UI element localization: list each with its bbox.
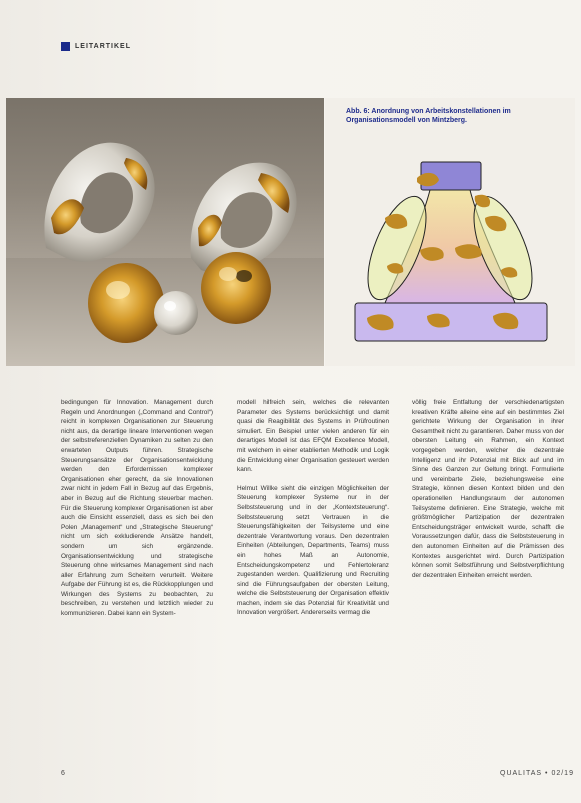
paragraph: Helmut Willke sieht die einzigen Möglichkeiten der Steuerung komplexer Systeme nur in der Selbststeuerung und in der „Kontextsteuerung“. Selbststeuerung setzt Vertrauen in die Steuerungsfähigkeiten der Teilsysteme und eine dezentrale Verantwortung voraus. Den dezentralen Einheiten (Abteilungen, Departments, Teams) muss ein hohes Maß an Autonomie, Entscheidungskompetenz und Fehlertoleranz zugestanden werden. Qualifizierung und Recruiting sind die Führungsaufgaben der obersten Leitung, welche die Selbststeuerung der Organisation effektiv machen, indem sie das Potenzial für Kreativität und Innovation vergrößert. Andererseits vermag die xyxy=(237,484,389,617)
section-header xyxy=(61,40,131,52)
glass-sculpture-illustration xyxy=(6,98,324,366)
text-column-3 xyxy=(412,398,564,589)
section-marker-icon xyxy=(61,42,70,51)
organization-model-diagram xyxy=(325,98,575,366)
paragraph: völlig freie Entfaltung der verschiedenartigsten kreativen Kräfte alleine eine auf ein bestimmtes Ziel gerichtete Wirkung der Organisation in ihrer Gesamtheit nicht zu garantieren. Daher muss von der obersten Leitung ein Rahmen, ein Kontext vorgegeben werden, welcher die dezentrale Intelligenz und ihr Potenzial mit Blick auf und im Sinne des Ganzen zur Geltung bringt. Formulierte und vereinbarte Ziele, beziehungsweise eine Strategie, können diesen Kontext bilden und den operationellen Handlungsraum der autonomen Teilsysteme definieren. Eine Strategie, welche mit größtmöglicher Partizipation der dezentralen Entscheidungsträger entwickelt wurde, schafft die Voraussetzungen dafür, dass die Selbststeuerung in den autonomen Einheiten auf die Prämissen des Kontextes ausgerichtet wird. Durch Partizipation können somit Selbstführung und Selbstverpflichtung der dezentralen Einheiten erreicht werden. xyxy=(412,399,564,579)
text-column-1 xyxy=(61,398,213,628)
figure-caption-prefix: Abb. 6: xyxy=(346,108,370,115)
figure-caption xyxy=(346,107,556,125)
section-label: LEITARTIKEL xyxy=(75,42,131,50)
figure-panel xyxy=(325,98,575,366)
issue-label: QUALITAS • 02/19 xyxy=(500,770,574,777)
paragraph: modell hilfreich sein, welches die relevanten Parameter des Systems berücksichtigt und damit quasi die Reagibilität des Systems in Prüfroutinen simuliert. Ein Beispiel unter vielen anderen für ein derartiges Modell ist das EFQM Excellence Modell, mit welchem in einer etablierten Methodik und Logik die Entwicklung einer Organisation gesteuert werden kann. xyxy=(237,399,389,474)
figure-caption-text: Anordnung von Arbeitskonstellationen im Organisationsmodell von Mintzberg. xyxy=(346,108,511,124)
text-column-2 xyxy=(237,398,389,627)
page-number: 6 xyxy=(61,770,65,777)
paragraph: bedingungen für Innovation. Management durch Regeln und Anordnungen („Command and Control“) reicht in komplexen Organisationen zur Steuerung nicht aus, da derartige lineare Interventionen wegen der selbstreferenziellen Dynamiken zu selten zu den erwarteten Outputs führen. Strategische Steuerungsansätze der Organisationsentwicklung werden den Erfordernissen komplexer Organisationen eher gerecht, da sie Innovationen zwar nicht in jedem Fall in Bezug auf das Ergebnis, aber in Bezug auf die Richtung steuerbar machen. Für die Steuerung komplexer Organisationen ist aber auch die Einsicht essenziell, dass es sich bei den Polen „Management“ und „Strategische Steuerung“ nicht um sich exkludierende Ansätze handelt, sondern um sich ergänzende. Organisationsentwicklung und strategische Steuerung ohne wirksames Management sind nach aller Erfahrung zum Scheitern verurteilt. Weitere Aufgabe der Führung ist es, die Rückkopplungen und Wirkungen des Systems zu beobachten, zu beschreiben, zu verstehen und letztlich wieder zu kommunizieren. Dabei kann ein System- xyxy=(61,399,213,618)
glass-sculpture-photo xyxy=(6,98,324,366)
